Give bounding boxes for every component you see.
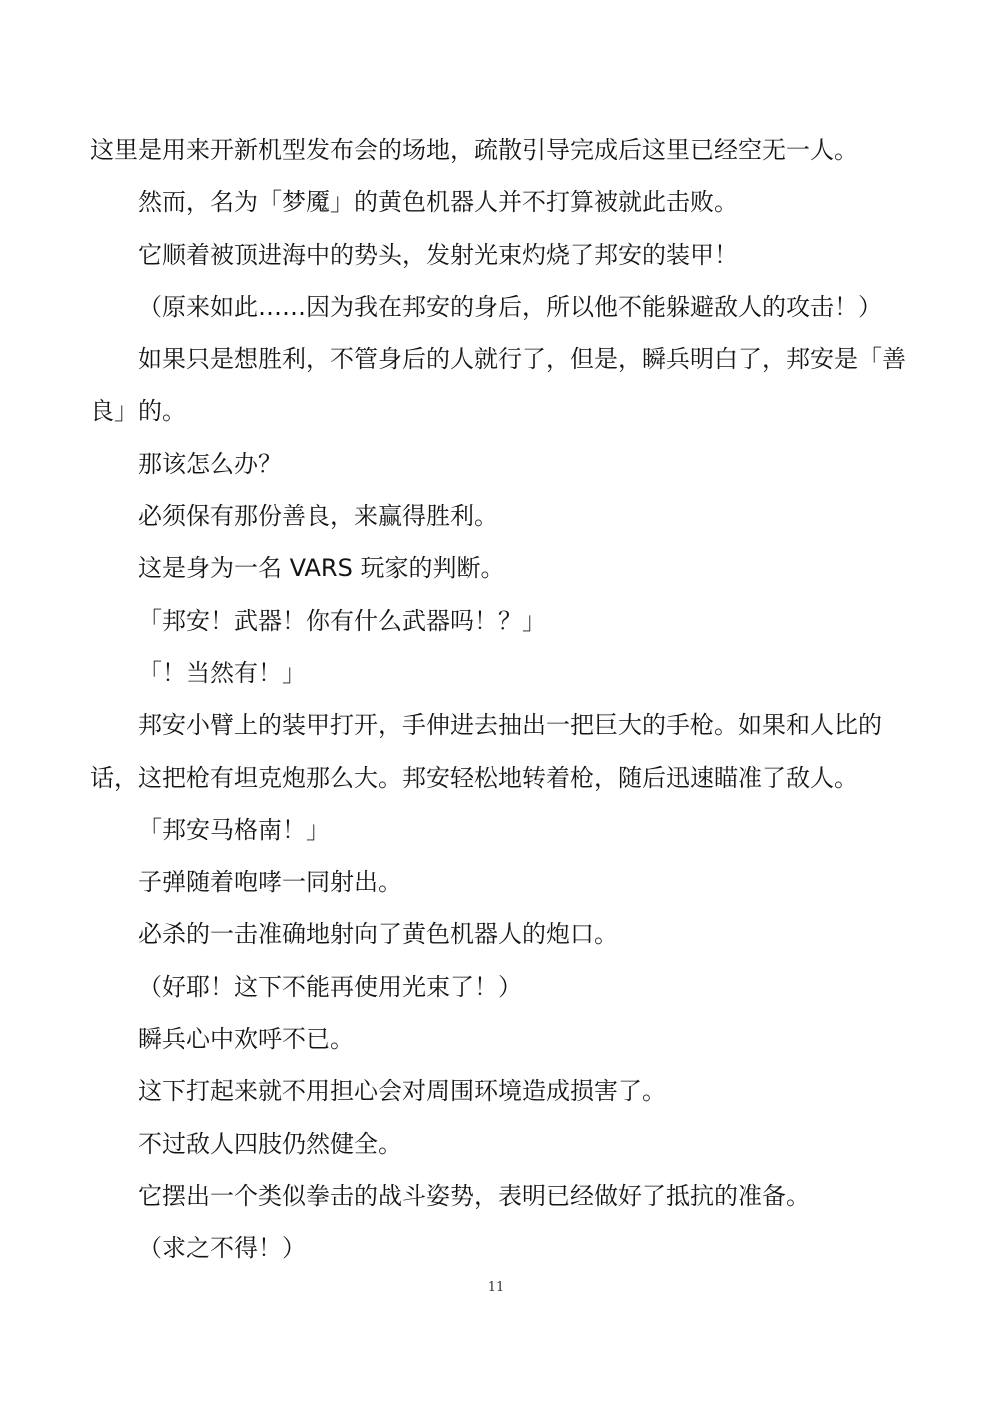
paragraph: 子弹随着咆哮一同射出。	[138, 868, 402, 897]
paragraph: 它顺着被顶进海中的势头，发射光束灼烧了邦安的装甲！	[138, 240, 738, 269]
paragraph: 邦安小臂上的装甲打开，手伸进去抽出一把巨大的手枪。如果和人比的话，这把枪有坦克炮那么大。邦安轻松地转着枪，随后迅速瞄准了敌人。	[90, 711, 882, 792]
paragraph: 「！当然有！」	[138, 658, 306, 687]
paragraph: 这是身为一名 VARS 玩家的判断。	[138, 554, 505, 583]
paragraph: （好耶！这下不能再使用光束了！）	[138, 972, 522, 1001]
paragraph: 瞬兵心中欢呼不已。	[138, 1025, 354, 1054]
paragraph: 必杀的一击准确地射向了黄色机器人的炮口。	[138, 920, 618, 949]
paragraph: 「邦安！武器！你有什么武器吗！？」	[138, 606, 546, 635]
page-number: 11	[487, 1280, 505, 1295]
paragraph: 不过敌人四肢仍然健全。	[138, 1129, 402, 1158]
paragraph: 它摆出一个类似拳击的战斗姿势，表明已经做好了抵抗的准备。	[138, 1181, 810, 1210]
paragraph: 然而，名为「梦魇」的黄色机器人并不打算被就此击败。	[138, 188, 738, 217]
paragraph: （求之不得！）	[138, 1234, 306, 1263]
paragraph: 「邦安马格南！」	[138, 815, 330, 844]
paragraph: 这下打起来就不用担心会对周围环境造成损害了。	[138, 1077, 666, 1106]
paragraph: 如果只是想胜利，不管身后的人就行了，但是，瞬兵明白了，邦安是「善良」的。	[90, 345, 906, 426]
body-text	[90, 124, 910, 1275]
paragraph: 必须保有那份善良，来赢得胜利。	[138, 502, 498, 531]
paragraph: 那该怎么办？	[138, 449, 282, 478]
paragraph: 这里是用来开新机型发布会的场地，疏散引导完成后这里已经空无一人。	[90, 136, 858, 164]
paragraph: （原来如此……因为我在邦安的身后，所以他不能躲避敌人的攻击！）	[138, 292, 882, 321]
